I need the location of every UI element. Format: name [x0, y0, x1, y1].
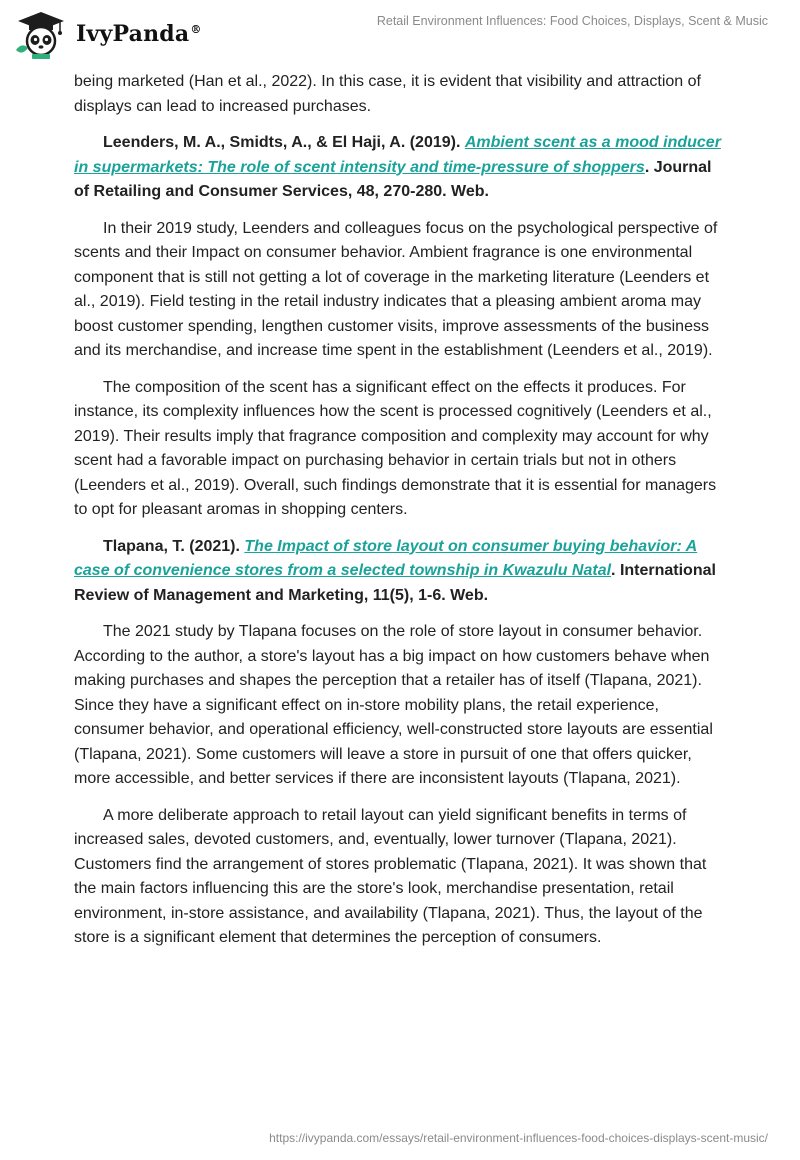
reference-link[interactable]: Ambient scent as a mood inducer in supermarkets: The role of scent intensity and time-pressure of shoppers: [74, 134, 721, 176]
reference-source: . Journal of Retailing and Consumer Services, 48, 270-280. Web.: [74, 158, 712, 200]
page-header: [0, 0, 800, 68]
ivypanda-logo[interactable]: [14, 6, 202, 62]
document-title: Retail Environment Influences: Food Choices, Displays, Scent & Music: [376, 14, 768, 28]
reference-authors: Leenders, M. A., Smidts, A., & El Haji, A. (2019).: [103, 134, 465, 151]
panda-graduate-icon: [14, 8, 68, 60]
reference-link[interactable]: The Impact of store layout on consumer buying behavior: A case of convenience stores from a selected township in Kwazulu Natal: [74, 537, 698, 579]
reference-tlapana: [74, 535, 724, 609]
brand-name: IvyPanda®: [76, 21, 202, 47]
essay-body: [74, 70, 724, 963]
paragraph: In their 2019 study, Leenders and colleagues focus on the psychological perspective of scents and their Impact on consumer behavior. Ambient fragrance is one environmental component that is still not getting a lot of coverage in the marketing literature (Leenders et al., 2019). Field testing in the retail industry indicates that a pleasing ambient aroma may boost customer spending, lengthen customer visits, improve assessments of the business and its merchandise, and increase time spent in the establishment (Leenders et al., 2019).: [74, 219, 718, 359]
paragraph-continuation: being marketed (Han et al., 2022). In this case, it is evident that visibility and attraction of displays can lead to increased purchases.: [74, 73, 701, 115]
source-url: https://ivypanda.com/essays/retail-environment-influences-food-choices-displays-scent-music/: [269, 1131, 768, 1145]
paragraph: The 2021 study by Tlapana focuses on the role of store layout in consumer behavior. According to the author, a store's layout has a big impact on how customers behave when making purchases and shapes the perception that a retailer has of itself (Tlapana, 2021). Since they have a significant effect on in-store mobility plans, the retail experience, consumer behavior, and operational efficiency, well-constructed store layouts are essential (Tlapana, 2021). Some customers will leave a store in pursuit of one that offers quicker, more accessible, and better services if there are inconsistent layouts (Tlapana, 2021).: [74, 623, 713, 787]
paragraph: The composition of the scent has a significant effect on the effects it produces. For instance, its complexity influences how the scent is processed cognitively (Leenders et al., 2019). Their results imply that fragrance composition and complexity may account for why scent had a favorable impact on purchasing behavior in certain trials but not in others (Leenders et al., 2019). Overall, such findings demonstrate that it is essential for managers to opt for pleasant aromas in shopping centers.: [74, 378, 717, 518]
reference-leenders: [74, 131, 724, 205]
registered-mark: ®: [190, 22, 202, 36]
paragraph: A more deliberate approach to retail layout can yield significant benefits in terms of increased sales, devoted customers, and, eventually, lower turnover (Tlapana, 2021). Customers find the arrangement of stores problematic (Tlapana, 2021). It was shown that the main factors influencing this are the store's look, merchandise presentation, retail environment, in-store assistance, and availability (Tlapana, 2021). Thus, the layout of the store is a significant element that determines the perception of consumers.: [74, 806, 707, 946]
reference-authors: Tlapana, T. (2021).: [103, 537, 245, 555]
reference-source: . International Review of Management and Marketing, 11(5), 1-6. Web.: [74, 562, 716, 604]
